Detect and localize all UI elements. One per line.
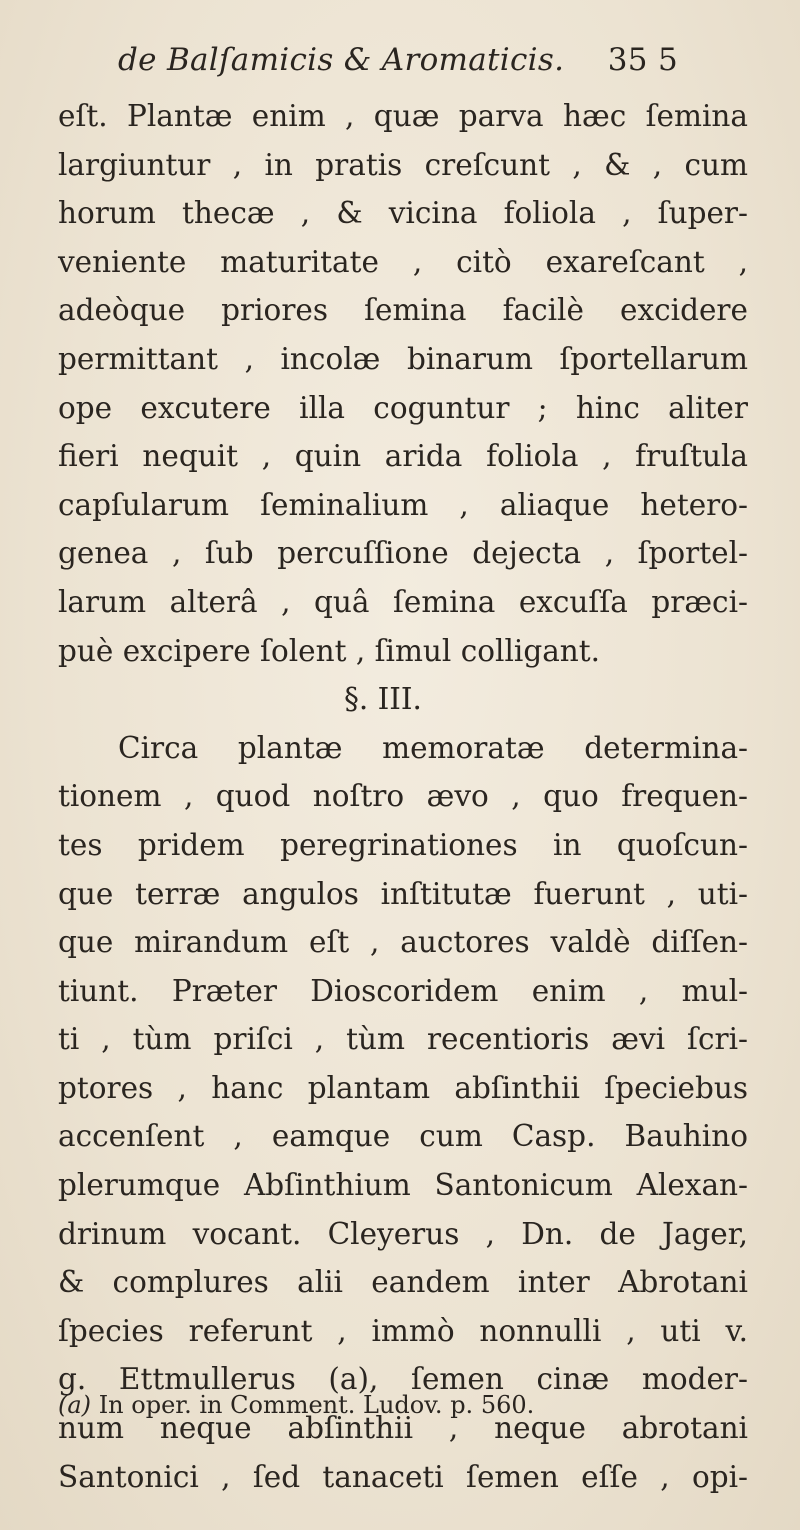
text-line: permittant , incolæ binarum ſportellarum [58, 341, 748, 376]
text-line: accenſent , eamque cum Casp. Bauhino [58, 1119, 748, 1154]
text-line: eſt. Plantæ enim , quæ parva hæc ſemina [58, 99, 748, 133]
text-line: tionem , quod noſtro ævo , quo frequen- [58, 779, 748, 814]
footnote-text: In oper. in Comment. Ludov. p. 560. [98, 1391, 535, 1419]
footnote [58, 1388, 748, 1422]
text-line: largiuntur , in pratis creſcunt , & , cum [58, 147, 748, 182]
text-line: ſpecies referunt , immò nonnulli , uti v. [58, 1313, 748, 1348]
text-line: ope excutere illa coguntur ; hinc aliter [58, 390, 748, 425]
text-line: horum thecæ , & vicina foliola , ſuper- [58, 196, 748, 231]
section-heading: §. III. [344, 682, 422, 717]
body-text [58, 92, 748, 1501]
text-line: tes pridem peregrinationes in quoſcun- [58, 827, 748, 862]
text-line: & complures alii eandem inter Abrotani [58, 1265, 748, 1300]
text-line: ti , tùm priſci , tùm recentioris ævi ſcri- [58, 1022, 748, 1057]
footnote-marker: (a) [58, 1391, 92, 1419]
text-line: que terræ angulos inſtitutæ fuerunt , uti- [58, 876, 748, 911]
text-line: veniente maturitate , citò exareſcant , [58, 244, 748, 279]
running-title: de Balſamicis & Aromaticis. [118, 42, 565, 78]
text-line: puè excipere ſolent , ſimul colligant. [58, 633, 601, 668]
page-header [118, 42, 678, 86]
text-line: ptores , hanc plantam abſinthii ſpeciebus [58, 1070, 748, 1105]
text-line: Circa plantæ memoratæ determina- [118, 730, 748, 765]
text-line: capſularum ſeminalium , aliaque hetero- [58, 487, 748, 522]
text-line: plerumque Abſinthium Santonicum Alexan- [58, 1168, 748, 1203]
text-line: genea , ſub percuſſione dejecta , ſportel- [58, 536, 748, 571]
text-line: fieri nequit , quin arida foliola , fruſtula [58, 439, 748, 474]
text-line: Santonici , ſed tanaceti ſemen eſſe , opi- [58, 1459, 748, 1494]
text-line: larum alterâ , quâ ſemina excuſſa præci- [58, 584, 748, 619]
text-line: tiunt. Præter Dioscoridem enim , mul- [58, 973, 748, 1008]
text-line: drinum vocant. Cleyerus , Dn. de Jager, [58, 1216, 748, 1251]
text-line: g. Ettmullerus (a), ſemen cinæ moder- [58, 1362, 748, 1397]
text-line: adeòque priores ſemina facilè excidere [58, 293, 748, 328]
text-line: que mirandum eſt , auctores valdè diſſen- [58, 925, 748, 960]
page-number: 35 5 [607, 42, 678, 78]
text-line: num neque abſinthii , neque abrotani [58, 1411, 748, 1446]
